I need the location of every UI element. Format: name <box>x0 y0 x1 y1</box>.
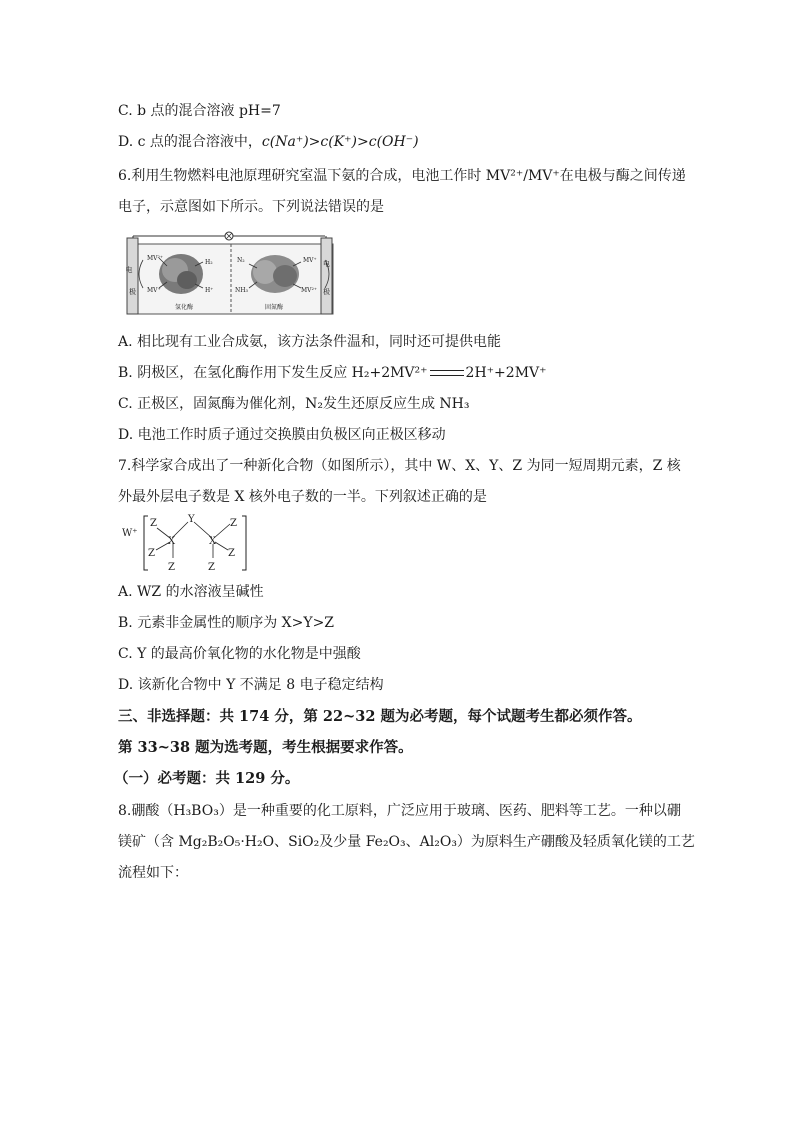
atom-y: Y <box>188 514 195 525</box>
nh3-label: NH₃ <box>235 287 248 294</box>
atom-z-3: Z <box>148 548 155 559</box>
nitrogenase-label: 固氮酶 <box>265 304 284 311</box>
mv-right-label: MV⁺ <box>303 257 317 264</box>
q6-option-b <box>118 364 547 382</box>
atom-z-4: Z <box>168 562 175 573</box>
q6-stem-line2: 电子，示意图如下所示。下列说法错误的是 <box>118 199 384 215</box>
mv-left-label: MV⁺ <box>147 287 161 294</box>
right-electrode-label-2: 极 <box>323 288 330 296</box>
q7-stem-line2: 外最外层电子数是 X 核外电子数的一半。下列叙述正确的是 <box>118 489 487 505</box>
q6-stem-line1: 6.利用生物燃料电池原理研究室温下氨的合成，电池工作时 MV²⁺/MV⁺在电极与酶之间传递 <box>118 168 686 184</box>
atom-z-6: Z <box>208 562 215 573</box>
q8-stem-line1: 8.硼酸（H₃BO₃）是一种重要的化工原料，广泛应用于玻璃、医药、肥料等工艺。一种以硼 <box>118 803 681 819</box>
q7-option-d: D. 该新化合物中 Y 不满足 8 电子稳定结构 <box>118 677 384 693</box>
h2-label: H₂ <box>205 259 213 266</box>
q6-option-a: A. 相比现有工业合成氨，该方法条件温和，同时还可提供电能 <box>118 334 502 350</box>
q5-option-d <box>118 133 419 151</box>
q7-stem-line1: 7.科学家合成出了一种新化合物（如图所示），其中 W、X、Y、Z 为同一短周期元素，Z 核 <box>118 458 681 474</box>
q6-fuel-cell-diagram <box>125 226 340 318</box>
atom-z-5: Z <box>228 548 235 559</box>
section3-subheading: （一）必考题：共 129 分。 <box>114 770 300 787</box>
cation-w-label: W⁺ <box>122 528 138 539</box>
q8-stem-line3: 流程如下： <box>118 865 188 881</box>
mv2-left-label: MV²⁺ <box>147 255 164 262</box>
q6-option-b-suffix: 2H⁺+2MV⁺ <box>465 365 547 381</box>
q6-option-b-prefix: B. 阴极区，在氢化酶作用下发生反应 H₂+2MV²⁺ <box>118 365 428 381</box>
left-electrode-label: 电 <box>125 266 133 273</box>
q5-option-d-prefix: D. c 点的混合溶液中， <box>118 134 262 150</box>
right-electrode-label: 电 <box>323 260 330 268</box>
nitrogenase-enzyme-shape <box>251 255 299 293</box>
atom-x-1: X <box>168 536 176 547</box>
atom-z-2: Z <box>230 518 237 529</box>
section3-heading-line1: 三、非选择题：共 174 分，第 22~32 题为必考题，每个试题考生都必须作答。 <box>118 708 642 725</box>
q6-option-d: D. 电池工作时质子通过交换膜由负极区向正极区移动 <box>118 427 446 443</box>
q5-option-d-expr: c(Na⁺)>c(K⁺)>c(OH⁻) <box>261 134 419 150</box>
atom-x-2: X <box>209 536 217 547</box>
mv2-right-label: MV²⁺ <box>301 287 318 294</box>
q5-option-c: C. b 点的混合溶液 pH=7 <box>118 103 281 119</box>
q6-option-c: C. 正极区，固氮酶为催化剂，N₂发生还原反应生成 NH₃ <box>118 396 470 412</box>
section3-heading-line2: 第 33~38 题为选考题，考生根据要求作答。 <box>118 739 413 756</box>
left-electrode-label-2: 极 <box>129 288 136 296</box>
n2-label: N₂ <box>237 257 245 264</box>
q7-option-b: B. 元素非金属性的顺序为 X>Y>Z <box>118 615 335 631</box>
q7-structure-diagram <box>120 512 255 574</box>
hydrogenase-enzyme-shape <box>159 254 203 294</box>
equals-sign-double-line <box>430 370 464 376</box>
atom-z-1: Z <box>150 518 157 529</box>
hydrogenase-label: 氢化酶 <box>175 304 194 311</box>
q7-option-a: A. WZ 的水溶液呈碱性 <box>118 584 264 600</box>
q7-option-c: C. Y 的最高价氧化物的水化物是中强酸 <box>118 646 361 662</box>
q8-stem-line2: 镁矿（含 Mg₂B₂O₅·H₂O、SiO₂及少量 Fe₂O₃、Al₂O₃）为原料生产硼酸及轻质氧化镁的工艺 <box>118 834 695 850</box>
hplus-label: H⁺ <box>205 287 214 294</box>
